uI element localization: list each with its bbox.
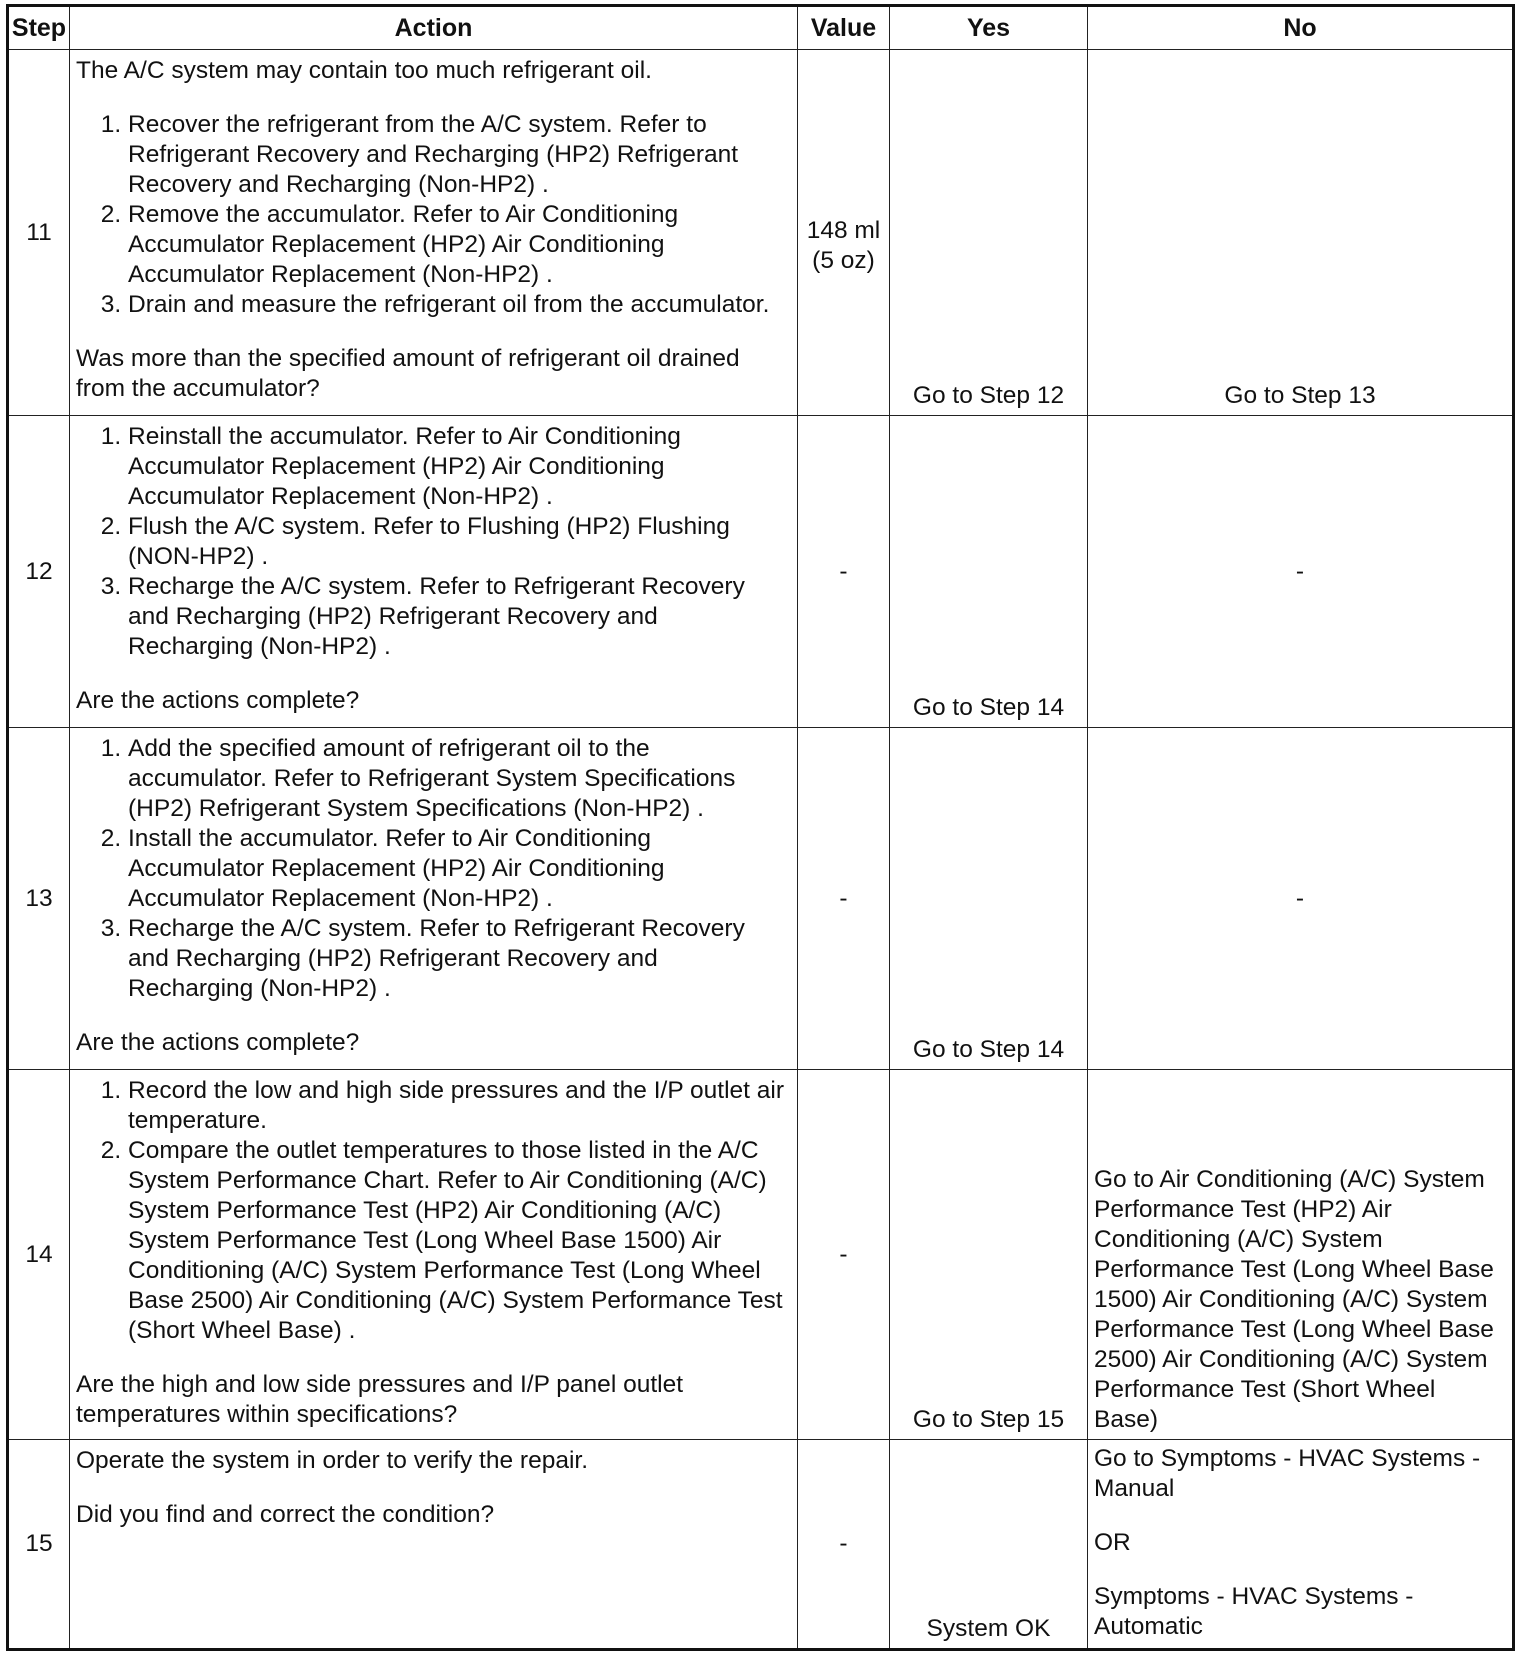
action-cell — [70, 728, 798, 1070]
action-list — [76, 422, 789, 662]
action-item: 3. Drain and measure the refrigerant oil from the accumulator. — [128, 290, 789, 320]
action-item: 1. Reinstall the accumulator. Refer to Air Conditioning Accumulator Replacement (HP2) Air Conditioning Accumulator Replacement (Non-HP2) . — [128, 422, 789, 512]
action-cell — [70, 1440, 798, 1650]
action-item: 2. Install the accumulator. Refer to Air Conditioning Accumulator Replacement (HP2) Air Conditioning Accumulator Replacement (Non-HP2) . — [128, 824, 789, 914]
diagnostic-table — [6, 4, 1515, 1651]
yes-cell: System OK — [890, 1440, 1088, 1650]
action-item: 1. Record the low and high side pressures and the I/P outlet air temperature. — [128, 1076, 789, 1136]
header-no: No — [1088, 6, 1514, 50]
action-list — [76, 110, 789, 320]
header-step: Step — [8, 6, 70, 50]
no-cell — [1088, 1440, 1514, 1650]
no-cell: Go to Air Conditioning (A/C) System Performance Test (HP2) Air Conditioning (A/C) System Performance Test (Long Wheel Base 1500) Air Conditioning (A/C) System Performance Test (Long Wheel Base 2500) Air Conditioning (A/C) System Performance Test (Short Wheel Base) — [1088, 1070, 1514, 1440]
action-intro: The A/C system may contain too much refrigerant oil. — [76, 57, 652, 84]
procedure-table-wrapper — [6, 4, 1512, 1651]
value-cell: - — [798, 1440, 890, 1650]
step-number: 15 — [8, 1440, 70, 1650]
action-cell — [70, 50, 798, 416]
table-row-step-11 — [8, 50, 1514, 416]
no-cell: - — [1088, 728, 1514, 1070]
no-cell: - — [1088, 416, 1514, 728]
table-row-step-15 — [8, 1440, 1514, 1650]
table-row-step-13 — [8, 728, 1514, 1070]
header-action: Action — [70, 6, 798, 50]
action-item: 2. Remove the accumulator. Refer to Air Conditioning Accumulator Replacement (HP2) Air Conditioning Accumulator Replacement (Non-HP2) . — [128, 200, 789, 290]
step-number: 11 — [8, 50, 70, 416]
yes-cell: Go to Step 15 — [890, 1070, 1088, 1440]
yes-cell: Go to Step 12 — [890, 50, 1088, 416]
no-cell: Go to Step 13 — [1088, 50, 1514, 416]
action-list — [76, 734, 789, 1004]
action-question: Did you find and correct the condition? — [76, 1501, 495, 1528]
yes-cell: Go to Step 14 — [890, 728, 1088, 1070]
value-imperial: (5 oz) — [812, 247, 875, 274]
step-number: 13 — [8, 728, 70, 1070]
action-item: 3. Recharge the A/C system. Refer to Refrigerant Recovery and Recharging (HP2) Refrigerant Recovery and Recharging (Non-HP2) . — [128, 572, 789, 662]
step-number: 12 — [8, 416, 70, 728]
action-item: 2. Flush the A/C system. Refer to Flushing (HP2) Flushing (NON-HP2) . — [128, 512, 789, 572]
action-item: 1. Recover the refrigerant from the A/C system. Refer to Refrigerant Recovery and Recharging (HP2) Refrigerant Recovery and Recharging (Non-HP2) . — [128, 110, 789, 200]
header-value: Value — [798, 6, 890, 50]
value-metric: 148 ml — [806, 217, 881, 244]
action-list — [76, 1076, 789, 1346]
step-number: 14 — [8, 1070, 70, 1440]
header-yes: Yes — [890, 6, 1088, 50]
header-row — [8, 6, 1514, 50]
yes-cell: Go to Step 14 — [890, 416, 1088, 728]
action-question: Are the high and low side pressures and I/P panel outlet temperatures within specifications? — [76, 1371, 683, 1428]
no-or-separator: OR — [1094, 1529, 1131, 1556]
table-row-step-14 — [8, 1070, 1514, 1440]
action-question: Are the actions complete? — [76, 687, 360, 714]
value-cell: - — [798, 416, 890, 728]
action-question: Was more than the specified amount of refrigerant oil drained from the accumulator? — [76, 345, 740, 402]
table-row-step-12 — [8, 416, 1514, 728]
value-cell — [798, 50, 890, 416]
action-intro: Operate the system in order to verify the repair. — [76, 1447, 589, 1474]
action-item: 1. Add the specified amount of refrigerant oil to the accumulator. Refer to Refrigerant System Specifications (HP2) Refrigerant System Specifications (Non-HP2) . — [128, 734, 789, 824]
no-option-manual: Go to Symptoms - HVAC Systems - Manual — [1094, 1445, 1481, 1502]
action-cell — [70, 416, 798, 728]
value-cell: - — [798, 1070, 890, 1440]
action-item: 2. Compare the outlet temperatures to those listed in the A/C System Performance Chart. Refer to Air Conditioning (A/C) System Performance Test (HP2) Air Conditioning (A/C) System Performance Test (Long Wheel Base 1500) Air Conditioning (A/C) System Performance Test (Long Wheel Base 2500) Air Conditioning (A/C) System Performance Test (Short Wheel Base) . — [128, 1136, 789, 1346]
action-question: Are the actions complete? — [76, 1029, 360, 1056]
action-cell — [70, 1070, 798, 1440]
no-option-automatic: Symptoms - HVAC Systems - Automatic — [1094, 1583, 1414, 1640]
action-item: 3. Recharge the A/C system. Refer to Refrigerant Recovery and Recharging (HP2) Refrigerant Recovery and Recharging (Non-HP2) . — [128, 914, 789, 1004]
value-cell: - — [798, 728, 890, 1070]
